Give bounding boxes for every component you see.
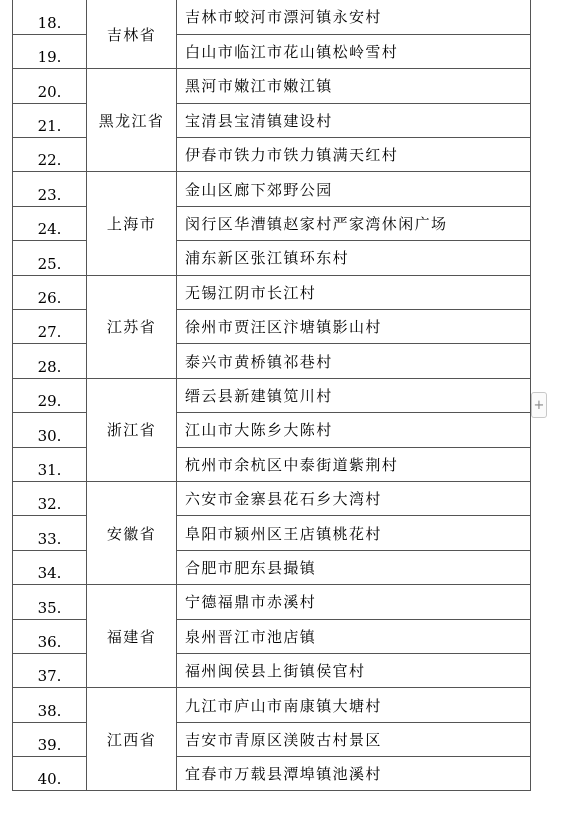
row-number-cell: 25.: [13, 241, 87, 275]
place-name-cell: 泉州晋江市池店镇: [177, 619, 531, 653]
expand-button[interactable]: +: [531, 392, 547, 418]
place-name-cell: 浦东新区张江镇环东村: [177, 241, 531, 275]
place-name-cell: 宝清县宝清镇建设村: [177, 103, 531, 137]
place-name-cell: 伊春市铁力市铁力镇满天红村: [177, 138, 531, 172]
table-row: [13, 0, 531, 34]
province-cell: 安徽省: [87, 481, 177, 584]
table-row: [13, 69, 531, 103]
table-row: [13, 688, 531, 722]
row-number-cell: 22.: [13, 138, 87, 172]
place-name-cell: 黑河市嫩江市嫩江镇: [177, 69, 531, 103]
place-name-cell: 宁德福鼎市赤溪村: [177, 585, 531, 619]
row-number-cell: 33.: [13, 516, 87, 550]
province-cell: 黑龙江省: [87, 69, 177, 172]
province-cell: 吉林省: [87, 0, 177, 69]
row-number-cell: 29.: [13, 378, 87, 412]
row-number-cell: 27.: [13, 310, 87, 344]
table-body: [13, 0, 531, 791]
province-cell: 浙江省: [87, 378, 177, 481]
table-row: [13, 275, 531, 309]
table-row: [13, 378, 531, 412]
province-cell: 江苏省: [87, 275, 177, 378]
place-name-cell: 合肥市肥东县撮镇: [177, 550, 531, 584]
row-number-cell: 39.: [13, 722, 87, 756]
province-cell: 上海市: [87, 172, 177, 275]
province-cell: 江西省: [87, 688, 177, 791]
place-name-cell: 六安市金寨县花石乡大湾村: [177, 481, 531, 515]
place-name-cell: 九江市庐山市南康镇大塘村: [177, 688, 531, 722]
place-name-cell: 吉林市蛟河市漂河镇永安村: [177, 0, 531, 34]
place-name-cell: 无锡江阴市长江村: [177, 275, 531, 309]
village-list-table: [12, 0, 531, 791]
place-name-cell: 吉安市青原区渼陂古村景区: [177, 722, 531, 756]
row-number-cell: 28.: [13, 344, 87, 378]
row-number-cell: 31.: [13, 447, 87, 481]
row-number-cell: 24.: [13, 206, 87, 240]
row-number-cell: 21.: [13, 103, 87, 137]
row-number-cell: 34.: [13, 550, 87, 584]
row-number-cell: 38.: [13, 688, 87, 722]
province-cell: 福建省: [87, 585, 177, 688]
row-number-cell: 23.: [13, 172, 87, 206]
row-number-cell: 18.: [13, 0, 87, 34]
place-name-cell: 缙云县新建镇笕川村: [177, 378, 531, 412]
row-number-cell: 37.: [13, 653, 87, 687]
place-name-cell: 泰兴市黄桥镇祁巷村: [177, 344, 531, 378]
table-row: [13, 585, 531, 619]
place-name-cell: 宜春市万载县潭埠镇池溪村: [177, 757, 531, 791]
row-number-cell: 36.: [13, 619, 87, 653]
row-number-cell: 20.: [13, 69, 87, 103]
place-name-cell: 闵行区华漕镇赵家村严家湾休闲广场: [177, 206, 531, 240]
row-number-cell: 26.: [13, 275, 87, 309]
place-name-cell: 徐州市贾汪区汴塘镇影山村: [177, 310, 531, 344]
row-number-cell: 30.: [13, 413, 87, 447]
row-number-cell: 32.: [13, 481, 87, 515]
row-number-cell: 19.: [13, 34, 87, 68]
place-name-cell: 阜阳市颍州区王店镇桃花村: [177, 516, 531, 550]
place-name-cell: 杭州市余杭区中泰街道紫荆村: [177, 447, 531, 481]
place-name-cell: 金山区廊下郊野公园: [177, 172, 531, 206]
place-name-cell: 福州闽侯县上街镇侯官村: [177, 653, 531, 687]
table-row: [13, 481, 531, 515]
place-name-cell: 白山市临江市花山镇松岭雪村: [177, 34, 531, 68]
row-number-cell: 40.: [13, 757, 87, 791]
table-row: [13, 172, 531, 206]
row-number-cell: 35.: [13, 585, 87, 619]
place-name-cell: 江山市大陈乡大陈村: [177, 413, 531, 447]
